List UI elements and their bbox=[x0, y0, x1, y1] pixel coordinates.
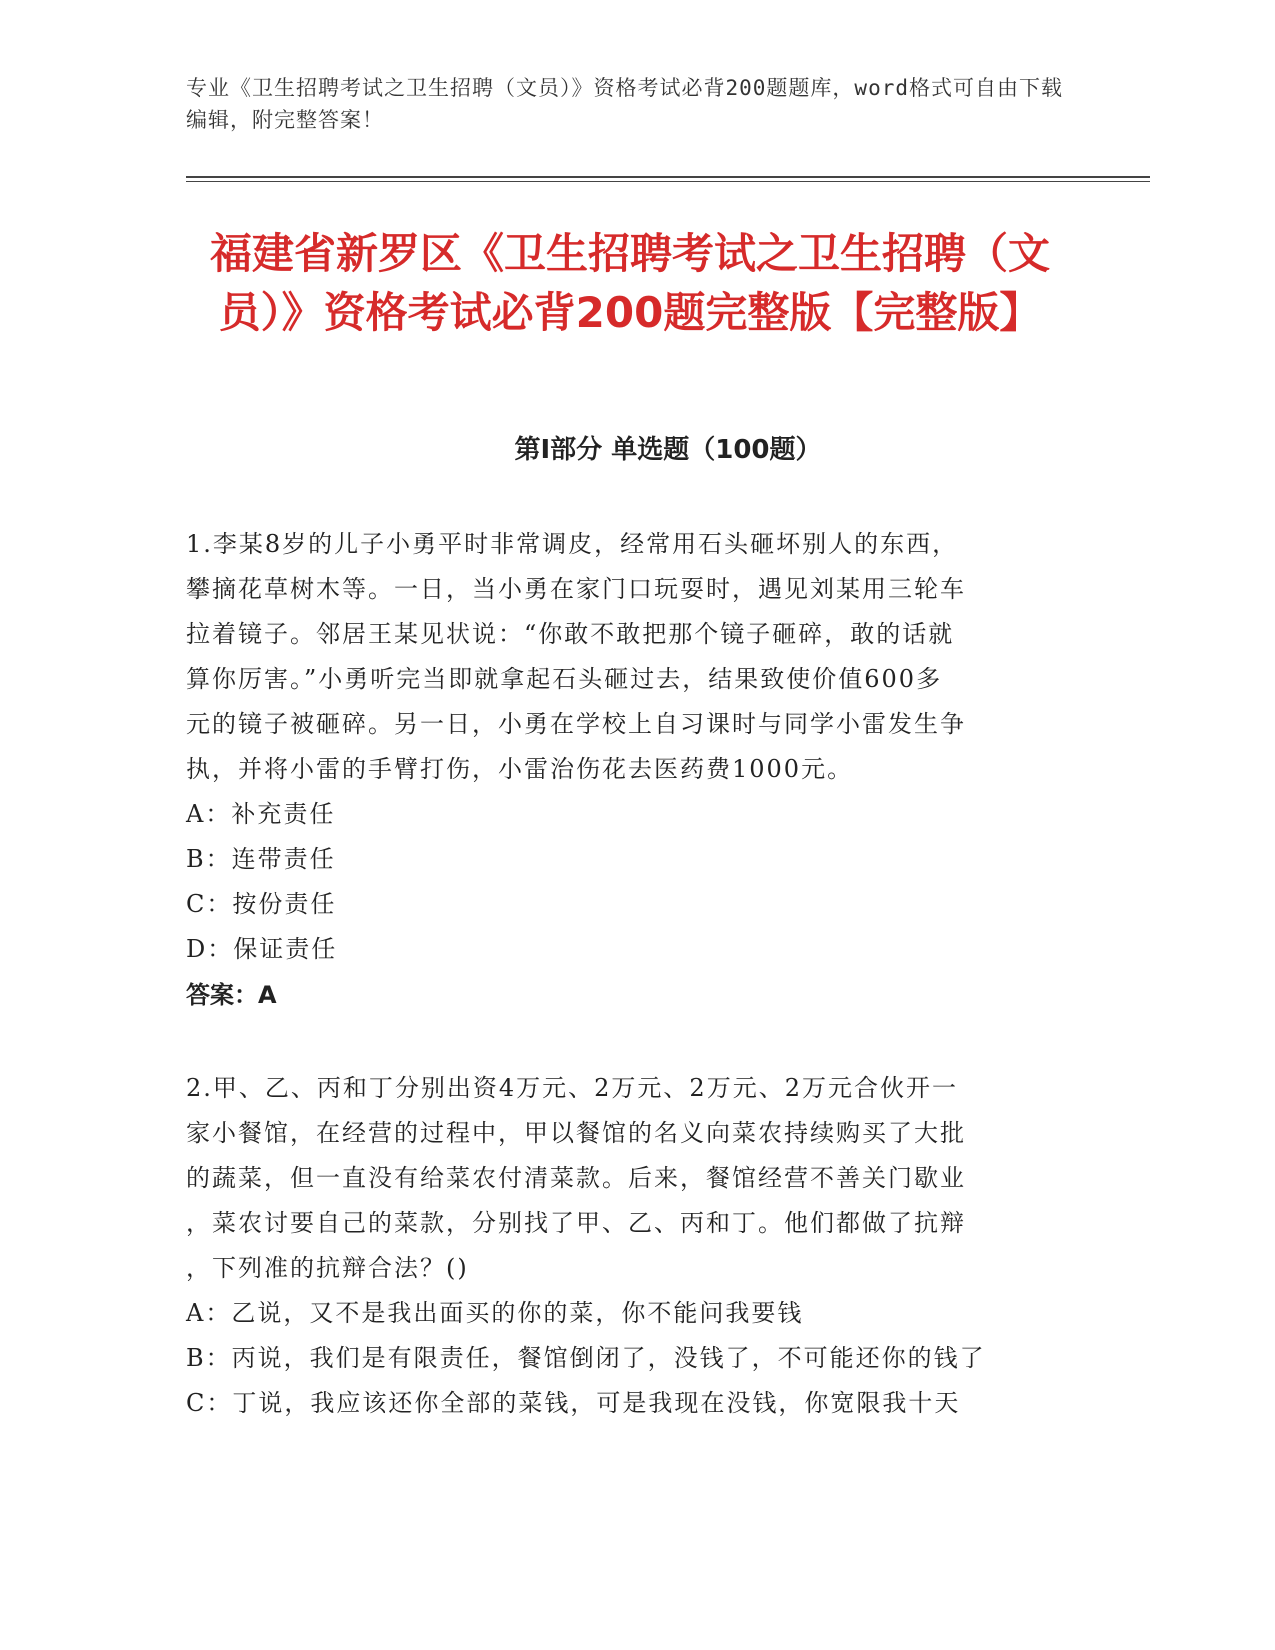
option-b: B：连带责任 bbox=[186, 845, 336, 873]
option-c: C：按份责任 bbox=[186, 890, 337, 918]
option-c: C：丁说，我应该还你全部的菜钱，可是我现在没钱，你宽限我十天 bbox=[186, 1389, 961, 1417]
header-rule-thick bbox=[186, 176, 1150, 178]
question-stem: 1.李某8岁的儿子小勇平时非常调皮，经常用石头砸坏别人的东西， 攀摘花草树木等。一日，当小勇在家门口玩耍时，遇见刘某用三轮车 拉着镜子。邻居王某见状说：“你敢不敢把那个镜子砸碎，敢的话就 算你厉害。”小勇听完当即就拿起石头砸过去，结果致使价值600多 元的镜子被砸碎。另一日，小勇在学校上自习课时与同学小雷发生争 执，并将小雷的手臂打伤，小雷治伤花去医药费1000元。 bbox=[186, 530, 966, 783]
option-b: B：丙说，我们是有限责任，餐馆倒闭了，没钱了，不可能还你的钱了 bbox=[186, 1344, 986, 1372]
option-a: A：补充责任 bbox=[186, 800, 336, 828]
question-2 bbox=[186, 1066, 1066, 1426]
option-a: A：乙说，又不是我出面买的你的菜，你不能问我要钱 bbox=[186, 1299, 804, 1327]
question-1 bbox=[186, 522, 1066, 1018]
option-d: D：保证责任 bbox=[186, 935, 338, 963]
header-note: 专业《卫生招聘考试之卫生招聘（文员）》资格考试必背200题题库，word格式可自由下载编辑，附完整答案！ bbox=[186, 76, 1063, 132]
document-title: 福建省新罗区《卫生招聘考试之卫生招聘（文员）》资格考试必背200题完整版【完整版】 bbox=[209, 229, 1050, 337]
section-heading: 第Ⅰ部分 单选题（100题） bbox=[514, 435, 822, 465]
question-stem: 2.甲、乙、丙和丁分别出资4万元、2万元、2万元、2万元合伙开一 家小餐馆，在经营的过程中，甲以餐馆的名义向菜农持续购买了大批 的蔬菜，但一直没有给菜农付清菜款。后来，餐馆经营不善关门歇业 ，菜农讨要自己的菜款，分别找了甲、乙、丙和丁。他们都做了抗辩 ，下列准的抗辩合法？() bbox=[186, 1074, 966, 1282]
header-rule-thin bbox=[186, 181, 1150, 182]
answer: 答案：A bbox=[186, 981, 277, 1009]
